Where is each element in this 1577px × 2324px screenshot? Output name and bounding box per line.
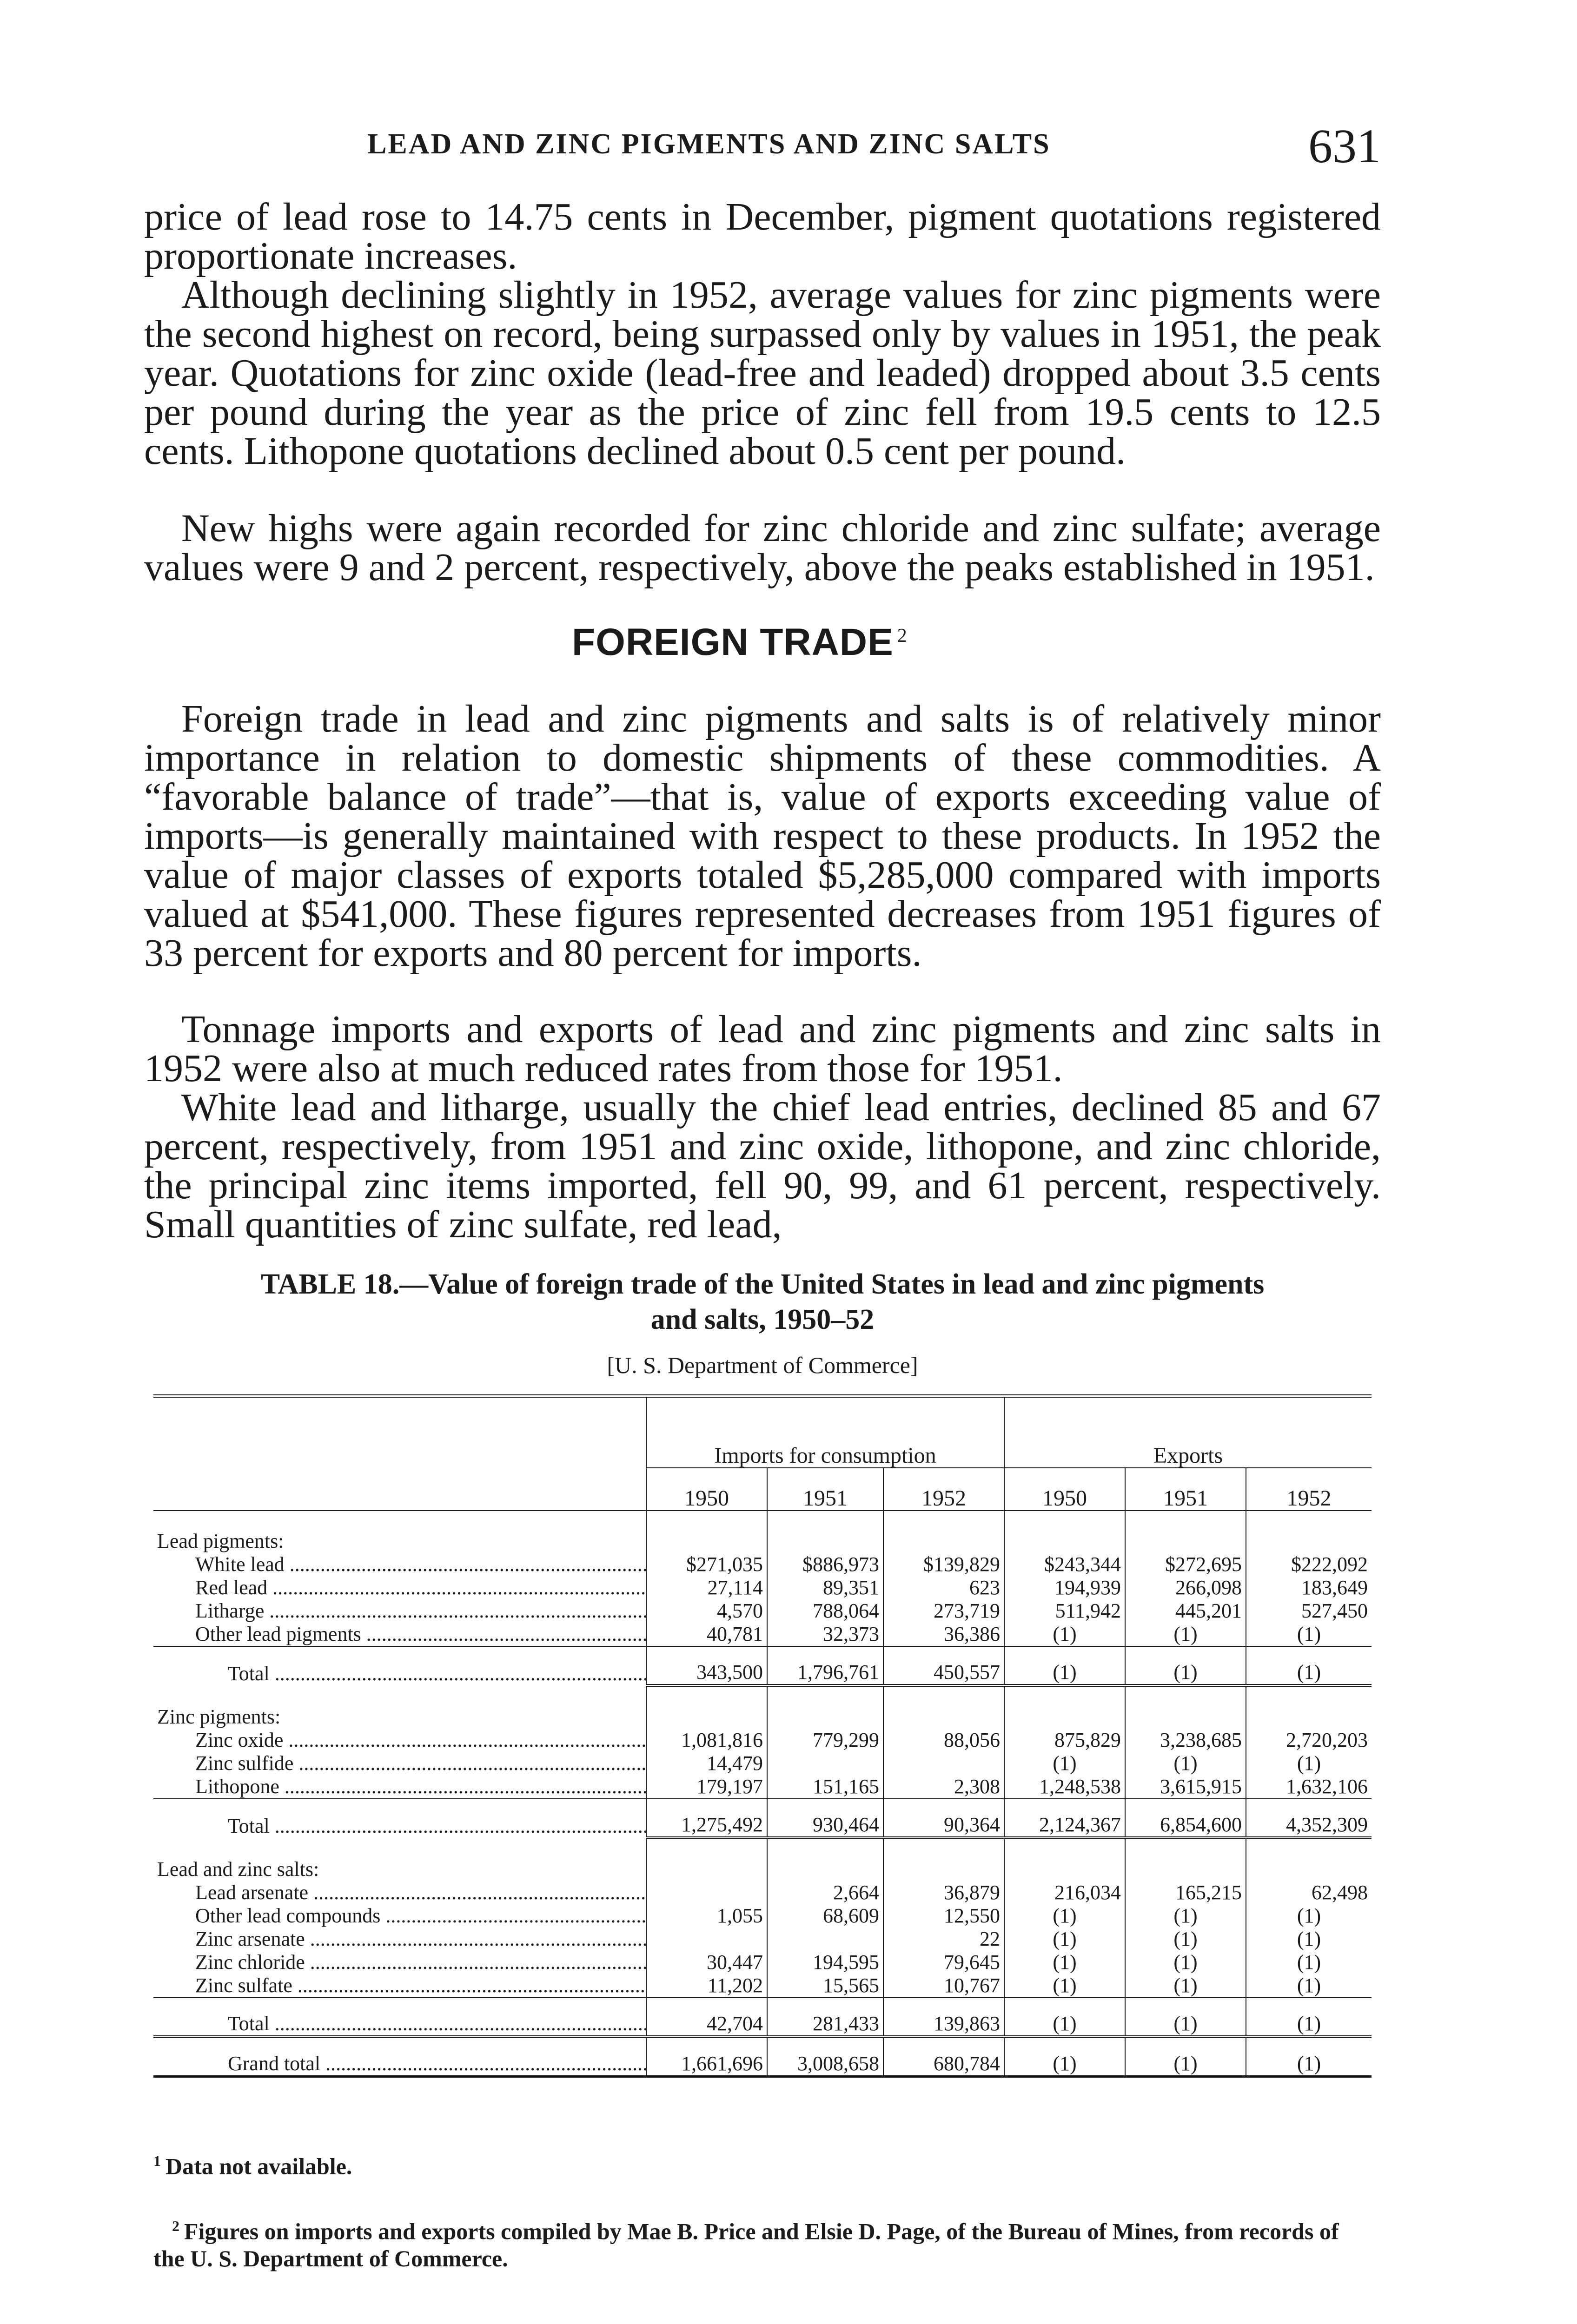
cell-empty	[767, 1752, 883, 1775]
total-value: 281,433	[767, 1998, 883, 2037]
exports-group-header: Exports	[1004, 1396, 1372, 1468]
cell-empty	[883, 1752, 1004, 1775]
cell-value: $271,035	[646, 1553, 767, 1576]
cell-value: $243,344	[1004, 1553, 1125, 1576]
cell-value: 273,719	[883, 1599, 1004, 1623]
cell-not-available: (1)	[1125, 1998, 1246, 2037]
cell-value: 62,498	[1246, 1881, 1372, 1904]
cell-not-available: (1)	[1246, 1928, 1372, 1951]
cell-value: 194,595	[767, 1951, 883, 1974]
table-row	[153, 1752, 1372, 1775]
table-caption-line-2: and salts, 1950–52	[650, 1304, 875, 1335]
cell-not-available: (1)	[1004, 1904, 1125, 1928]
cell-value: $222,092	[1246, 1553, 1372, 1576]
table-caption	[144, 1267, 1381, 1337]
cell-value: 623	[883, 1576, 1004, 1599]
year-header: 1950	[1004, 1468, 1125, 1511]
cell-value: 10,767	[883, 1974, 1004, 1998]
cell-value: 194,939	[1004, 1576, 1125, 1599]
stub-header	[153, 1396, 646, 1468]
cell-value: 2,720,203	[1246, 1729, 1372, 1752]
grand-total-row	[153, 2037, 1372, 2077]
table-row	[153, 1881, 1372, 1904]
grand-total-value: 680,784	[883, 2037, 1004, 2077]
row-label: Zinc sulfate .....	[153, 1974, 646, 1998]
cell-value: 79,645	[883, 1951, 1004, 1974]
footnote-2-number: 2	[172, 2218, 179, 2234]
cell-value: $139,829	[883, 1553, 1004, 1576]
cell-value: 1,248,538	[1004, 1775, 1125, 1799]
section-title-zinc-pigments: Zinc pigments:	[157, 1705, 281, 1728]
cell-value: $272,695	[1125, 1553, 1246, 1576]
cell-not-available: (1)	[1004, 1998, 1125, 2037]
table-row	[153, 1729, 1372, 1752]
total-value: 90,364	[883, 1799, 1004, 1838]
table-source: [U. S. Department of Commerce]	[607, 1352, 918, 1378]
cell-not-available: (1)	[1004, 1646, 1125, 1685]
cell-not-available: (1)	[1004, 1951, 1125, 1974]
cell-value: 68,609	[767, 1904, 883, 1928]
total-label: Total .....	[153, 1646, 646, 1685]
cell-value: 2,308	[883, 1775, 1004, 1799]
running-title: LEAD AND ZINC PIGMENTS AND ZINC SALTS	[367, 128, 1051, 160]
cell-empty	[646, 1928, 767, 1951]
table-row	[153, 1974, 1372, 1998]
cell-not-available: (1)	[1246, 1646, 1372, 1685]
cell-not-available: (1)	[1246, 2037, 1372, 2077]
page-number: 631	[1308, 119, 1381, 173]
section-heading-foreign-trade	[572, 621, 908, 664]
table-body	[153, 1511, 1372, 2077]
footnote-1-text: Data not available.	[166, 2153, 352, 2179]
cell-value: 1,081,816	[646, 1729, 767, 1752]
cell-value: 27,114	[646, 1576, 767, 1599]
cell-not-available: (1)	[1246, 1951, 1372, 1974]
year-header: 1950	[646, 1468, 767, 1511]
year-header: 1952	[883, 1468, 1004, 1511]
cell-value: 32,373	[767, 1623, 883, 1646]
table-row	[153, 1928, 1372, 1951]
row-label: Red lead .....	[153, 1576, 646, 1599]
row-label: Zinc oxide .....	[153, 1729, 646, 1752]
section-title-row	[153, 1530, 1372, 1553]
footnote-1-number: 1	[153, 2152, 161, 2169]
cell-value: 779,299	[767, 1729, 883, 1752]
cell-value: 179,197	[646, 1775, 767, 1799]
cell-value: 40,781	[646, 1623, 767, 1646]
cell-value: 14,479	[646, 1752, 767, 1775]
cell-value: 89,351	[767, 1576, 883, 1599]
cell-empty	[646, 1881, 767, 1904]
cell-not-available: (1)	[1125, 1928, 1246, 1951]
row-label: Lithopone .....	[153, 1775, 646, 1799]
total-value: 4,352,309	[1246, 1799, 1372, 1838]
section-title-row	[153, 1858, 1372, 1881]
cell-value: 15,565	[767, 1974, 883, 1998]
cell-not-available: (1)	[1125, 1904, 1246, 1928]
row-label: Lead arsenate .....	[153, 1881, 646, 1904]
paragraph-new-highs: New highs were again recorded for zinc chloride and zinc sulfate; average values were 9 and 2 percent, respectively, above the peaks established in 1951.	[144, 507, 1381, 589]
cell-value: 3,238,685	[1125, 1729, 1246, 1752]
paragraph-foreign-trade: Foreign trade in lead and zinc pigments and salts is of relatively minor importance in relation to domestic shipments of these commodities. A “favorable balance of trade”—that is, value of exports exceeding value of imports—is generally maintained with respect to these products. In 1952 the value of major classes of exports totaled $5,285,000 compared with imports valued at $541,000. These figures represented decreases from 1951 figures of 33 percent for exports and 80 percent for imports.	[144, 697, 1381, 975]
table-row	[153, 1951, 1372, 1974]
row-label: White lead .....	[153, 1553, 646, 1576]
cell-value: 165,215	[1125, 1881, 1246, 1904]
total-row	[153, 1998, 1372, 2037]
cell-value: 1,055	[646, 1904, 767, 1928]
table-row	[153, 1599, 1372, 1623]
cell-not-available: (1)	[1125, 2037, 1246, 2077]
imports-group-header: Imports for consumption	[646, 1396, 1004, 1468]
table-row	[153, 1775, 1372, 1799]
total-value: 42,704	[646, 1998, 767, 2037]
row-label: Litharge .....	[153, 1599, 646, 1623]
grand-total-value: 3,008,658	[767, 2037, 883, 2077]
total-value: 343,500	[646, 1646, 767, 1685]
paragraph-tonnage: Tonnage imports and exports of lead and zinc pigments and zinc salts in 1952 were also at much reduced rates from those for 1951.	[144, 1008, 1381, 1090]
row-label: Zinc arsenate .....	[153, 1928, 646, 1951]
heading-text: FOREIGN TRADE	[572, 621, 894, 663]
cell-not-available: (1)	[1125, 1951, 1246, 1974]
cell-not-available: (1)	[1125, 1752, 1246, 1775]
grand-total-value: 1,661,696	[646, 2037, 767, 2077]
total-label: Total .....	[153, 1998, 646, 2037]
cell-not-available: (1)	[1004, 1623, 1125, 1646]
cell-value: 88,056	[883, 1729, 1004, 1752]
year-header: 1952	[1246, 1468, 1372, 1511]
row-label: Other lead compounds .....	[153, 1904, 646, 1928]
table-row	[153, 1576, 1372, 1599]
cell-value: 22	[883, 1928, 1004, 1951]
cell-not-available: (1)	[1246, 1752, 1372, 1775]
cell-value: 36,386	[883, 1623, 1004, 1646]
grand-total-label: Grand total .....	[153, 2037, 646, 2077]
total-row	[153, 1646, 1372, 1685]
paragraph-zinc-values: Although declining slightly in 1952, average values for zinc pigments were the second highest on record, being surpassed only by values in 1951, the peak year. Quotations for zinc oxide (lead-free and leaded) dropped about 3.5 cents per pound during the year as the price of zinc fell from 19.5 cents to 12.5 cents. Lithopone quotations declined about 0.5 cent per pound.	[144, 273, 1381, 473]
trade-table-wrap	[153, 1394, 1372, 2078]
paragraph-continued: price of lead rose to 14.75 cents in December, pigment quotations registered proportionate increases.	[144, 195, 1381, 277]
year-header: 1951	[1125, 1468, 1246, 1511]
cell-not-available: (1)	[1246, 1623, 1372, 1646]
stub-header-lower	[153, 1468, 646, 1511]
cell-value: 183,649	[1246, 1576, 1372, 1599]
total-value: 139,863	[883, 1998, 1004, 2037]
table-row	[153, 1904, 1372, 1928]
cell-value: 4,570	[646, 1599, 767, 1623]
cell-not-available: (1)	[1004, 1752, 1125, 1775]
row-label: Zinc sulfide .....	[153, 1752, 646, 1775]
table-caption-line-1: TABLE 18.—Value of foreign trade of the United States in lead and zinc pigments	[260, 1268, 1265, 1300]
section-title-row	[153, 1705, 1372, 1729]
cell-not-available: (1)	[1125, 1646, 1246, 1685]
table-row	[153, 1553, 1372, 1576]
cell-value: $886,973	[767, 1553, 883, 1576]
cell-value: 3,615,915	[1125, 1775, 1246, 1799]
heading-footnote-ref: 2	[897, 625, 908, 647]
cell-value: 266,098	[1125, 1576, 1246, 1599]
cell-value: 2,664	[767, 1881, 883, 1904]
total-label: Total .....	[153, 1799, 646, 1838]
cell-value: 12,550	[883, 1904, 1004, 1928]
cell-not-available: (1)	[1125, 1623, 1246, 1646]
footnote-2-text: Figures on imports and exports compiled by Mae B. Price and Elsie D. Page, of the Bureau of Mines, from records of the U. S. Department of Commerce.	[153, 2218, 1339, 2271]
footnote-2	[153, 2212, 1372, 2272]
footnote-1	[153, 2147, 1372, 2180]
total-value: 6,854,600	[1125, 1799, 1246, 1838]
table-header-years	[153, 1468, 1372, 1511]
cell-value: 151,165	[767, 1775, 883, 1799]
total-value: 1,275,492	[646, 1799, 767, 1838]
table-row	[153, 1623, 1372, 1646]
cell-not-available: (1)	[1004, 1974, 1125, 1998]
total-value: 2,124,367	[1004, 1799, 1125, 1838]
total-value: 1,796,761	[767, 1646, 883, 1685]
cell-value: 30,447	[646, 1951, 767, 1974]
paragraph-white-lead: White lead and litharge, usually the chief lead entries, declined 85 and 67 percent, respectively, from 1951 and zinc oxide, lithopone, and zinc chloride, the principal zinc items imported, fell 90, 99, and 61 percent, respectively. Small quantities of zinc sulfate, red lead,	[144, 1086, 1381, 1246]
running-head	[144, 119, 1381, 174]
cell-not-available: (1)	[1125, 1974, 1246, 1998]
cell-empty	[767, 1928, 883, 1951]
cell-value: 1,632,106	[1246, 1775, 1372, 1799]
cell-not-available: (1)	[1246, 1904, 1372, 1928]
cell-value: 36,879	[883, 1881, 1004, 1904]
total-row	[153, 1799, 1372, 1838]
cell-value: 11,202	[646, 1974, 767, 1998]
cell-not-available: (1)	[1004, 2037, 1125, 2077]
cell-not-available: (1)	[1246, 1998, 1372, 2037]
table-header-groups	[153, 1396, 1372, 1468]
cell-value: 511,942	[1004, 1599, 1125, 1623]
year-header: 1951	[767, 1468, 883, 1511]
row-label: Zinc chloride .....	[153, 1951, 646, 1974]
section-title-salts: Lead and zinc salts:	[157, 1858, 319, 1881]
total-value: 930,464	[767, 1799, 883, 1838]
cell-not-available: (1)	[1246, 1974, 1372, 1998]
trade-table	[153, 1394, 1372, 2078]
cell-value: 875,829	[1004, 1729, 1125, 1752]
cell-value: 445,201	[1125, 1599, 1246, 1623]
cell-value: 216,034	[1004, 1881, 1125, 1904]
cell-not-available: (1)	[1004, 1928, 1125, 1951]
cell-value: 527,450	[1246, 1599, 1372, 1623]
total-value: 450,557	[883, 1646, 1004, 1685]
cell-value: 788,064	[767, 1599, 883, 1623]
row-label: Other lead pigments .....	[153, 1623, 646, 1646]
section-title-lead-pigments: Lead pigments:	[157, 1530, 284, 1552]
